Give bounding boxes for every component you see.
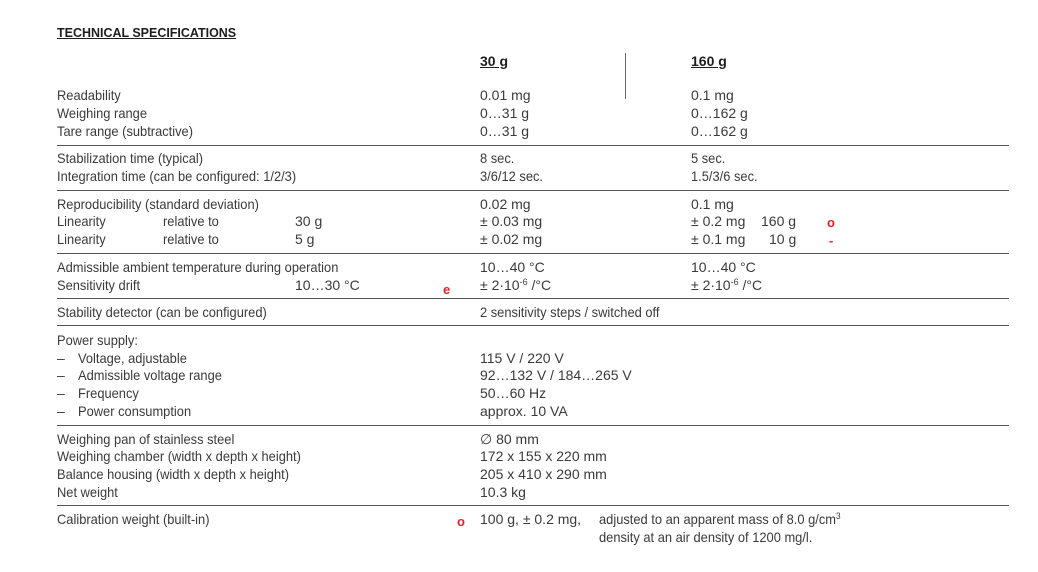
linearity-relative-label: relative to (163, 231, 219, 247)
divider (57, 298, 1009, 299)
linearity-160g: ± 0.1 mg (691, 231, 746, 247)
divider (57, 425, 1009, 426)
linearity-reference: 30 g (295, 213, 323, 229)
readability-30g: 0.01 mg (480, 87, 531, 103)
divider (57, 505, 1009, 506)
weighing-pan-value: ∅ 80 mm (480, 431, 539, 447)
red-annotation-mark: e (443, 282, 451, 297)
list-dash: – (57, 350, 65, 366)
list-dash: – (57, 403, 65, 419)
linearity-relative-label: relative to (163, 213, 219, 229)
readability-160g: 0.1 mg (691, 87, 734, 103)
reproducibility-160g: 0.1 mg (691, 196, 734, 212)
calibration-weight-note: adjusted to an apparent mass of 8.0 $g/cm^3$ (599, 511, 841, 527)
balance-housing-label: Balance housing (width x depth x height) (57, 466, 289, 482)
weighing-chamber-label: Weighing chamber (width x depth x height) (57, 448, 301, 464)
stabilization-30g: 8 sec. (480, 150, 515, 166)
net-weight-label: Net weight (57, 484, 118, 500)
voltage-value: 115 V / 220 V (480, 350, 564, 366)
voltage-range-value: 92…132 V / 184…265 V (480, 367, 632, 383)
sensitivity-drift-label: Sensitivity drift (57, 277, 141, 293)
weighing-range-160g: 0…162 g (691, 105, 748, 121)
power-consumption-label: Power consumption (78, 403, 192, 419)
integration-label: Integration time (can be configured: 1/2/3) (57, 168, 297, 184)
tare-range-30g: 0…31 g (480, 123, 530, 139)
stability-detector-value: 2 sensitivity steps / switched off (480, 304, 660, 320)
divider (57, 253, 1009, 254)
frequency-value: 50…60 Hz (480, 385, 547, 401)
list-dash: – (57, 385, 65, 401)
sensitivity-drift-range: 10…30 °C (295, 277, 360, 293)
red-annotation-mark: o (827, 215, 835, 230)
ambient-temperature-160g: 10…40 °C (691, 259, 756, 275)
linearity-label: Linearity (57, 213, 106, 229)
sensitivity-drift-160g: ± $2\cdot 10^{-6}$ /°C (691, 277, 763, 293)
stabilization-label: Stabilization time (typical) (57, 150, 204, 166)
column-header-160g: 160 g (691, 53, 727, 69)
weighing-range-30g: 0…31 g (480, 105, 530, 121)
weighing-range-label: Weighing range (57, 105, 147, 121)
weighing-pan-label: Weighing pan of stainless steel (57, 431, 235, 447)
calibration-weight-value: 100 g, ± 0.2 mg, (480, 511, 582, 527)
calibration-weight-label: Calibration weight (built-in) (57, 511, 210, 527)
stability-detector-label: Stability detector (can be configured) (57, 304, 267, 320)
ambient-temperature-label: Admissible ambient temperature during operation (57, 259, 339, 275)
list-dash: – (57, 367, 65, 383)
net-weight-value: 10.3 kg (480, 484, 526, 500)
linearity-160g-reference: 10 g (769, 231, 797, 247)
voltage-label: Voltage, adjustable (78, 350, 187, 366)
power-supply-label: Power supply: (57, 332, 138, 348)
tare-range-160g: 0…162 g (691, 123, 748, 139)
readability-label: Readability (57, 87, 121, 103)
integration-30g: 3/6/12 sec. (480, 168, 544, 184)
page-title: TECHNICAL SPECIFICATIONS (57, 25, 237, 40)
frequency-label: Frequency (78, 385, 139, 401)
linearity-160g-reference: 160 g (761, 213, 797, 229)
stabilization-160g: 5 sec. (691, 150, 726, 166)
integration-160g: 1.5/3/6 sec. (691, 168, 758, 184)
linearity-30g: ± 0.02 mg (480, 231, 543, 247)
reproducibility-30g: 0.02 mg (480, 196, 531, 212)
weighing-chamber-value: 172 x 155 x 220 mm (480, 448, 607, 464)
red-annotation-mark: - (829, 233, 834, 248)
linearity-30g: ± 0.03 mg (480, 213, 543, 229)
linearity-160g: ± 0.2 mg (691, 213, 746, 229)
voltage-range-label: Admissible voltage range (78, 367, 222, 383)
calibration-weight-note: density at an air density of 1200 mg/l. (599, 529, 813, 545)
divider (57, 145, 1009, 146)
red-annotation-mark: o (457, 514, 465, 529)
ambient-temperature-30g: 10…40 °C (480, 259, 545, 275)
reproducibility-label: Reproducibility (standard deviation) (57, 196, 259, 212)
divider (57, 190, 1009, 191)
linearity-reference: 5 g (295, 231, 315, 247)
divider (57, 325, 1009, 326)
power-consumption-value: approx. 10 VA (480, 403, 568, 419)
linearity-label: Linearity (57, 231, 106, 247)
tare-range-label: Tare range (subtractive) (57, 123, 194, 139)
balance-housing-value: 205 x 410 x 290 mm (480, 466, 607, 482)
column-divider (625, 53, 626, 99)
sensitivity-drift-30g: ± $2\cdot 10^{-6}$ /°C (480, 277, 552, 293)
column-header-30g: 30 g (480, 53, 509, 69)
